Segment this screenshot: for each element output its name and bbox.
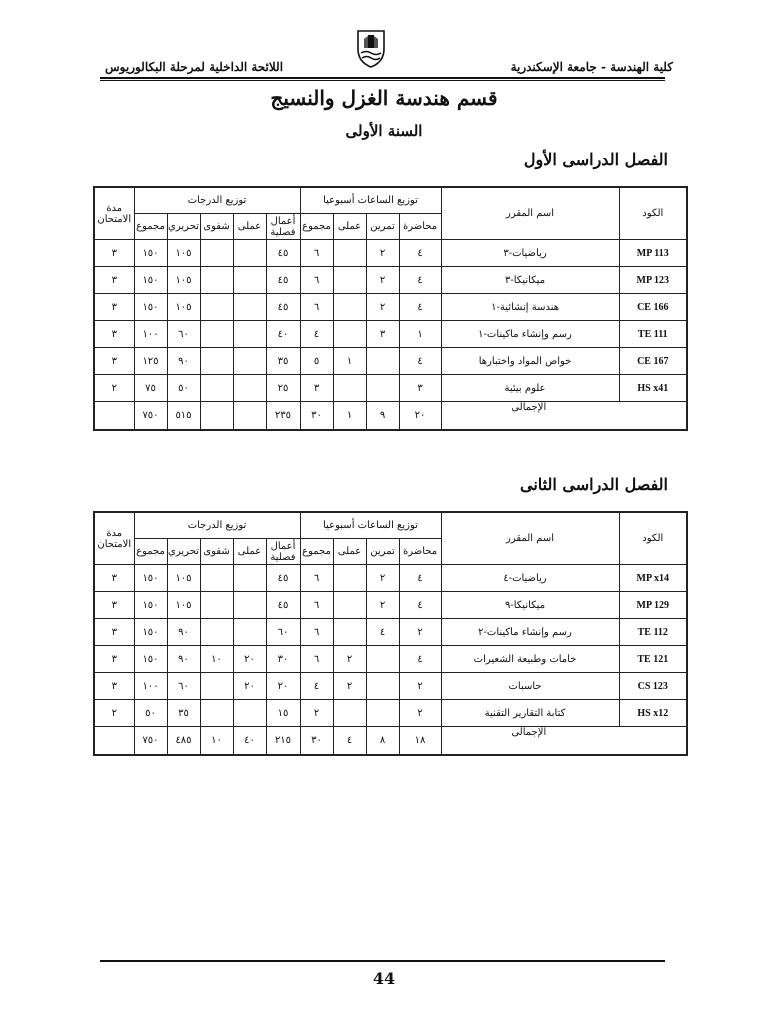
total-hours: ٦ xyxy=(300,267,333,294)
practical-hours xyxy=(333,240,366,267)
total-lecture-hours: ١٨ xyxy=(399,727,441,756)
totals-label: الإجمالى xyxy=(441,402,687,431)
coursework-grade: ٣٥ xyxy=(266,348,300,375)
practical-hours xyxy=(333,321,366,348)
course-code: TE 121 xyxy=(619,646,687,673)
header-rule-thin xyxy=(100,80,665,81)
oral-grade xyxy=(200,673,233,700)
practical-grade xyxy=(233,240,266,267)
written-grade: ١٠٥ xyxy=(167,294,200,321)
col-header-grades: توزيع الدرجات xyxy=(134,187,300,214)
exam-duration: ٣ xyxy=(94,565,134,592)
practical-grade: ٢٠ xyxy=(233,673,266,700)
coursework-grade: ٦٠ xyxy=(266,619,300,646)
lecture-hours: ٤ xyxy=(399,565,441,592)
total-exam-duration xyxy=(94,402,134,431)
practical-grade xyxy=(233,565,266,592)
exam-duration: ٣ xyxy=(94,348,134,375)
practical-grade xyxy=(233,348,266,375)
total-total-hours: ٣٠ xyxy=(300,402,333,431)
lecture-hours: ٤ xyxy=(399,294,441,321)
semester2-title: الفصل الدراسى الثانى xyxy=(520,475,668,494)
course-name: كتابة التقارير التقنية xyxy=(441,700,619,727)
lecture-hours: ٤ xyxy=(399,592,441,619)
practical-hours: ١ xyxy=(333,348,366,375)
total-grade: ٧٥ xyxy=(134,375,167,402)
written-grade: ١٠٥ xyxy=(167,565,200,592)
written-grade: ١٠٥ xyxy=(167,592,200,619)
course-row xyxy=(94,294,687,321)
course-row xyxy=(94,267,687,294)
department-title: قسم هندسة الغزل والنسيج xyxy=(270,86,498,110)
lecture-hours: ١ xyxy=(399,321,441,348)
practical-hours xyxy=(333,592,366,619)
course-name: رسم وإنشاء ماكينات-١ xyxy=(441,321,619,348)
total-practical-grade: ٤٠ xyxy=(233,727,266,756)
year-title: السنة الأولى xyxy=(345,122,423,140)
total-hours: ٦ xyxy=(300,240,333,267)
totals-label: الإجمالى xyxy=(441,727,687,756)
course-code: HS x12 xyxy=(619,700,687,727)
col-header-code: الكود xyxy=(619,512,687,565)
practical-hours xyxy=(333,375,366,402)
course-row xyxy=(94,565,687,592)
course-code: TE 112 xyxy=(619,619,687,646)
oral-grade xyxy=(200,700,233,727)
semester1-table xyxy=(93,186,688,431)
total-hours: ٦ xyxy=(300,646,333,673)
coursework-grade: ٤٥ xyxy=(266,267,300,294)
header-rule xyxy=(100,77,665,79)
written-grade: ٩٠ xyxy=(167,646,200,673)
exercise-hours: ٢ xyxy=(366,294,399,321)
university-emblem-icon xyxy=(355,27,387,69)
practical-hours: ٢ xyxy=(333,646,366,673)
course-row xyxy=(94,375,687,402)
written-grade: ٩٠ xyxy=(167,348,200,375)
practical-hours xyxy=(333,619,366,646)
oral-grade xyxy=(200,240,233,267)
course-code: MP 113 xyxy=(619,240,687,267)
total-exam-duration xyxy=(94,727,134,756)
oral-grade xyxy=(200,619,233,646)
exam-duration: ٢ xyxy=(94,375,134,402)
coursework-grade: ٣٠ xyxy=(266,646,300,673)
total-total-grade: ٧٥٠ xyxy=(134,727,167,756)
course-name: ميكانيكا-٣ xyxy=(441,267,619,294)
total-hours: ٦ xyxy=(300,592,333,619)
faculty-university-header: كلية الهندسة - جامعة الإسكندرية xyxy=(510,60,673,74)
total-grade: ١٥٠ xyxy=(134,240,167,267)
col-header-coursework: أعمال فصلية xyxy=(266,539,300,565)
course-name: رياضيات-٤ xyxy=(441,565,619,592)
col-header-coursework: أعمال فصلية xyxy=(266,214,300,240)
written-grade: ٥٠ xyxy=(167,375,200,402)
coursework-grade: ١٥ xyxy=(266,700,300,727)
practical-hours xyxy=(333,565,366,592)
practical-hours xyxy=(333,700,366,727)
lecture-hours: ٢ xyxy=(399,673,441,700)
total-exercise-hours: ٩ xyxy=(366,402,399,431)
semester1-title: الفصل الدراسى الأول xyxy=(523,150,668,169)
course-name: حاسبات xyxy=(441,673,619,700)
exercise-hours: ٢ xyxy=(366,240,399,267)
course-code: CE 166 xyxy=(619,294,687,321)
total-coursework-grade: ٢١٥ xyxy=(266,727,300,756)
practical-grade xyxy=(233,294,266,321)
col-header-total-hours: مجموع xyxy=(300,214,333,240)
col-header-written: تحريري xyxy=(167,539,200,565)
coursework-grade: ٤٠ xyxy=(266,321,300,348)
practical-grade xyxy=(233,321,266,348)
practical-hours: ٢ xyxy=(333,673,366,700)
written-grade: ٩٠ xyxy=(167,619,200,646)
course-code: MP x14 xyxy=(619,565,687,592)
total-grade: ١٠٠ xyxy=(134,673,167,700)
course-row xyxy=(94,673,687,700)
lecture-hours: ٤ xyxy=(399,240,441,267)
oral-grade xyxy=(200,321,233,348)
exam-duration: ٣ xyxy=(94,267,134,294)
semester2-table xyxy=(93,511,688,756)
total-hours: ٤ xyxy=(300,673,333,700)
total-grade: ١٥٠ xyxy=(134,267,167,294)
coursework-grade: ٤٥ xyxy=(266,565,300,592)
total-coursework-grade: ٢٣٥ xyxy=(266,402,300,431)
course-row xyxy=(94,592,687,619)
col-header-course-name: اسم المقرر xyxy=(441,187,619,240)
exam-duration: ٢ xyxy=(94,700,134,727)
oral-grade xyxy=(200,565,233,592)
col-header-weekly-hours: توزيع الساعات أسبوعيا xyxy=(300,187,441,214)
col-header-total-grades: مجموع xyxy=(134,539,167,565)
course-name: ميكانيكا-٩ xyxy=(441,592,619,619)
col-header-practical-grades: عملى xyxy=(233,214,266,240)
exam-duration: ٣ xyxy=(94,646,134,673)
total-hours: ٥ xyxy=(300,348,333,375)
lecture-hours: ٢ xyxy=(399,700,441,727)
exercise-hours: ٢ xyxy=(366,267,399,294)
lecture-hours: ٢ xyxy=(399,619,441,646)
total-grade: ١٢٥ xyxy=(134,348,167,375)
col-header-total-hours: مجموع xyxy=(300,539,333,565)
col-header-lecture: محاضرة xyxy=(399,214,441,240)
total-practical-hours: ١ xyxy=(333,402,366,431)
total-hours: ٦ xyxy=(300,294,333,321)
total-total-hours: ٣٠ xyxy=(300,727,333,756)
exam-duration: ٣ xyxy=(94,321,134,348)
col-header-exercise: تمرين xyxy=(366,214,399,240)
exercise-hours xyxy=(366,375,399,402)
col-header-exercise: تمرين xyxy=(366,539,399,565)
total-oral-grade: ١٠ xyxy=(200,727,233,756)
exam-duration: ٣ xyxy=(94,294,134,321)
exercise-hours: ٤ xyxy=(366,619,399,646)
course-row xyxy=(94,240,687,267)
total-oral-grade xyxy=(200,402,233,431)
oral-grade: ١٠ xyxy=(200,646,233,673)
course-row xyxy=(94,646,687,673)
coursework-grade: ٢٠ xyxy=(266,673,300,700)
col-header-practical-hours: عملى xyxy=(333,539,366,565)
course-code: HS x41 xyxy=(619,375,687,402)
total-hours: ٣ xyxy=(300,375,333,402)
total-hours: ٤ xyxy=(300,321,333,348)
col-header-grades: توزيع الدرجات xyxy=(134,512,300,539)
coursework-grade: ٤٥ xyxy=(266,592,300,619)
total-practical-grade xyxy=(233,402,266,431)
total-hours: ٢ xyxy=(300,700,333,727)
col-header-course-name: اسم المقرر xyxy=(441,512,619,565)
practical-hours xyxy=(333,294,366,321)
course-row xyxy=(94,321,687,348)
col-header-oral: شفوى xyxy=(200,539,233,565)
total-grade: ١٥٠ xyxy=(134,565,167,592)
practical-hours xyxy=(333,267,366,294)
coursework-grade: ٢٥ xyxy=(266,375,300,402)
written-grade: ٦٠ xyxy=(167,321,200,348)
oral-grade xyxy=(200,592,233,619)
total-grade: ١٥٠ xyxy=(134,646,167,673)
total-hours: ٦ xyxy=(300,565,333,592)
col-header-exam-duration: مدة الامتحان xyxy=(94,512,134,565)
practical-grade xyxy=(233,700,266,727)
course-name: هندسة إنشائية-١ xyxy=(441,294,619,321)
practical-grade: ٢٠ xyxy=(233,646,266,673)
total-written-grade: ٤٨٥ xyxy=(167,727,200,756)
course-code: MP 129 xyxy=(619,592,687,619)
col-header-total-grades: مجموع xyxy=(134,214,167,240)
coursework-grade: ٤٥ xyxy=(266,294,300,321)
exam-duration: ٣ xyxy=(94,240,134,267)
col-header-exam-duration: مدة الامتحان xyxy=(94,187,134,240)
total-exercise-hours: ٨ xyxy=(366,727,399,756)
totals-row xyxy=(94,727,687,756)
exercise-hours xyxy=(366,348,399,375)
practical-grade xyxy=(233,619,266,646)
course-row xyxy=(94,348,687,375)
exam-duration: ٣ xyxy=(94,592,134,619)
written-grade: ١٠٥ xyxy=(167,240,200,267)
total-grade: ١٥٠ xyxy=(134,619,167,646)
regulations-header: اللائحة الداخلية لمرحلة البكالوريوس xyxy=(105,60,284,74)
written-grade: ١٠٥ xyxy=(167,267,200,294)
lecture-hours: ٤ xyxy=(399,646,441,673)
exercise-hours xyxy=(366,700,399,727)
practical-grade xyxy=(233,375,266,402)
col-header-oral: شفوى xyxy=(200,214,233,240)
page-number: 44 xyxy=(372,969,396,988)
course-code: MP 123 xyxy=(619,267,687,294)
course-name: رسم وإنشاء ماكينات-٢ xyxy=(441,619,619,646)
oral-grade xyxy=(200,348,233,375)
footer-rule xyxy=(100,960,665,962)
course-name: علوم بيئية xyxy=(441,375,619,402)
written-grade: ٣٥ xyxy=(167,700,200,727)
coursework-grade: ٤٥ xyxy=(266,240,300,267)
total-grade: ١٥٠ xyxy=(134,592,167,619)
course-name: خامات وطبيعة الشعيرات xyxy=(441,646,619,673)
exam-duration: ٣ xyxy=(94,619,134,646)
written-grade: ٦٠ xyxy=(167,673,200,700)
total-written-grade: ٥١٥ xyxy=(167,402,200,431)
col-header-practical-grades: عملى xyxy=(233,539,266,565)
totals-row xyxy=(94,402,687,431)
exercise-hours: ٢ xyxy=(366,565,399,592)
course-code: TE 111 xyxy=(619,321,687,348)
col-header-lecture: محاضرة xyxy=(399,539,441,565)
oral-grade xyxy=(200,294,233,321)
col-header-weekly-hours: توزيع الساعات أسبوعيا xyxy=(300,512,441,539)
course-row xyxy=(94,619,687,646)
course-code: CE 167 xyxy=(619,348,687,375)
total-lecture-hours: ٢٠ xyxy=(399,402,441,431)
total-practical-hours: ٤ xyxy=(333,727,366,756)
total-grade: ٥٠ xyxy=(134,700,167,727)
course-code: CS 123 xyxy=(619,673,687,700)
col-header-practical-hours: عملى xyxy=(333,214,366,240)
total-hours: ٦ xyxy=(300,619,333,646)
course-name: خواص المواد واختبارها xyxy=(441,348,619,375)
practical-grade xyxy=(233,267,266,294)
exam-duration: ٣ xyxy=(94,673,134,700)
total-grade: ١٥٠ xyxy=(134,294,167,321)
total-grade: ١٠٠ xyxy=(134,321,167,348)
col-header-code: الكود xyxy=(619,187,687,240)
oral-grade xyxy=(200,375,233,402)
lecture-hours: ٤ xyxy=(399,267,441,294)
exercise-hours: ٢ xyxy=(366,592,399,619)
exercise-hours xyxy=(366,646,399,673)
lecture-hours: ٤ xyxy=(399,348,441,375)
oral-grade xyxy=(200,267,233,294)
practical-grade xyxy=(233,592,266,619)
col-header-written: تحريري xyxy=(167,214,200,240)
course-row xyxy=(94,700,687,727)
lecture-hours: ٣ xyxy=(399,375,441,402)
course-name: رياضيات-٣ xyxy=(441,240,619,267)
exercise-hours xyxy=(366,673,399,700)
exercise-hours: ٣ xyxy=(366,321,399,348)
total-total-grade: ٧٥٠ xyxy=(134,402,167,431)
